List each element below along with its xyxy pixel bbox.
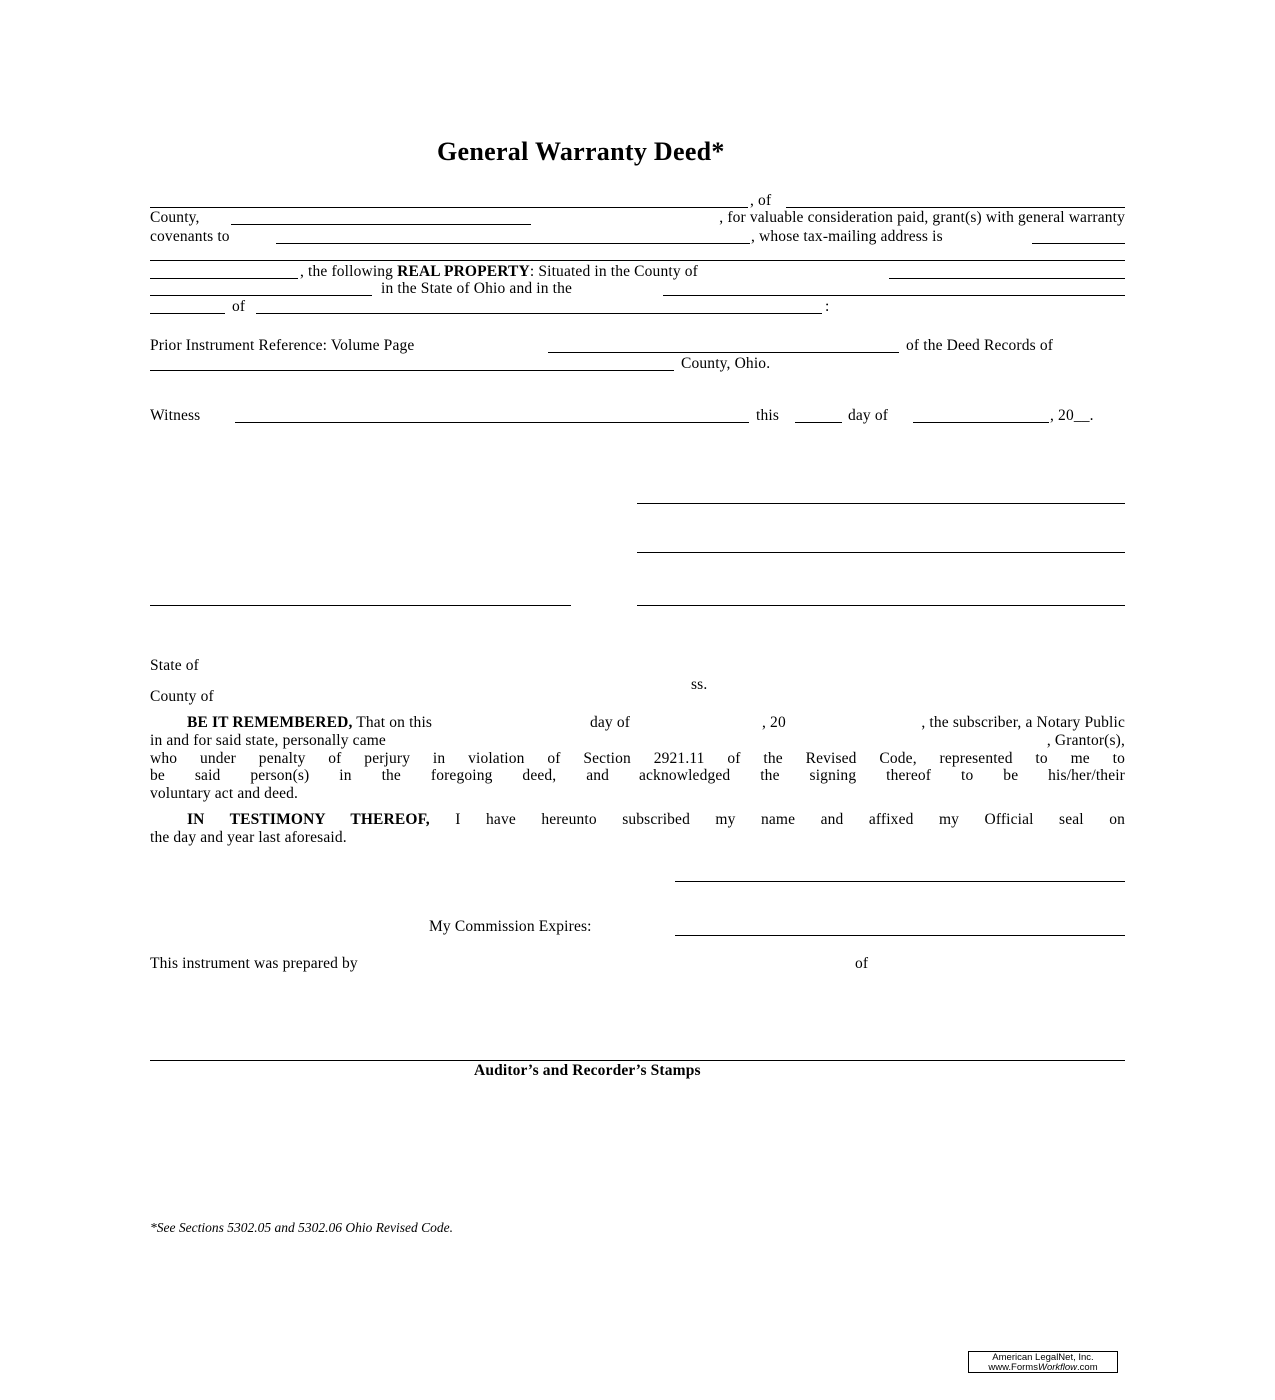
volume-page-line[interactable] bbox=[548, 352, 899, 353]
property-township-line[interactable] bbox=[663, 295, 1125, 296]
grantor-of-text: , of bbox=[750, 192, 772, 209]
grantee-line[interactable] bbox=[276, 243, 750, 244]
prepared-of-label: of bbox=[855, 955, 869, 972]
property-county-line-2[interactable] bbox=[150, 295, 372, 296]
testimony-bold: IN TESTIMONY THEREOF, bbox=[187, 811, 430, 828]
notary-signature-line[interactable] bbox=[675, 881, 1125, 882]
logo-line1: American LegalNet, Inc. bbox=[992, 1352, 1094, 1363]
witness-this-text: this bbox=[756, 407, 779, 424]
signature-line-2[interactable] bbox=[637, 552, 1125, 553]
prior-county-line[interactable] bbox=[150, 370, 674, 371]
footnote: *See Sections 5302.05 and 5302.06 Ohio Revised Code. bbox=[150, 1220, 453, 1235]
foregoing-deed-text: be said person(s) in the foregoing deed, and acknowledged the signing thereof to be his/her/their bbox=[150, 767, 1125, 784]
grantor-location-line[interactable] bbox=[786, 207, 1125, 208]
subscriber-text: , the subscriber, a Notary Public bbox=[921, 714, 1125, 731]
witness-day-of-text: day of bbox=[848, 407, 889, 424]
witness-day-line[interactable] bbox=[795, 422, 842, 423]
situated-text: : Situated in the County of bbox=[529, 263, 698, 280]
county-of-label: County of bbox=[150, 688, 214, 705]
grantors-text: , Grantor(s), bbox=[1046, 732, 1125, 749]
voluntary-act-text: voluntary act and deed. bbox=[150, 785, 299, 802]
testimony-body: I have hereunto subscribed my name and affixed my Official seal on bbox=[455, 811, 1125, 828]
property-county-line[interactable] bbox=[889, 278, 1125, 279]
be-it-remembered bbox=[187, 714, 432, 732]
stamps-divider bbox=[150, 1060, 1125, 1061]
witness-year-text: , 20__. bbox=[1050, 407, 1094, 424]
logo-line2 bbox=[969, 1363, 1117, 1373]
witness-month-line[interactable] bbox=[913, 422, 1049, 423]
state-of-label: State of bbox=[150, 657, 199, 674]
notary-day-of-text: day of bbox=[590, 714, 631, 731]
tax-address-line-3[interactable] bbox=[150, 278, 298, 279]
grantor-name-line[interactable] bbox=[150, 207, 748, 208]
page-title: General Warranty Deed* bbox=[437, 137, 725, 166]
property-township-line-2[interactable] bbox=[150, 313, 225, 314]
that-on-text: That on this bbox=[356, 714, 433, 731]
testimony-line2: the day and year last aforesaid. bbox=[150, 829, 347, 846]
be-it-remembered-bold: BE IT REMEMBERED, bbox=[187, 714, 353, 731]
prior-instrument-label: Prior Instrument Reference: Volume Page bbox=[150, 337, 415, 354]
logo-line2-suffix: .com bbox=[1077, 1362, 1098, 1373]
signature-line-3[interactable] bbox=[150, 605, 571, 606]
county-label: County, bbox=[150, 209, 200, 226]
real-property-text: REAL PROPERTY bbox=[397, 263, 530, 280]
signature-line-1[interactable] bbox=[637, 503, 1125, 504]
covenants-label: covenants to bbox=[150, 228, 230, 245]
state-ohio-text: in the State of Ohio and in the bbox=[381, 280, 573, 297]
prepared-by-label: This instrument was prepared by bbox=[150, 955, 358, 972]
logo-line2-italic: Workflow bbox=[1037, 1362, 1078, 1373]
following-text: , the following bbox=[300, 263, 394, 280]
county-line[interactable] bbox=[231, 224, 531, 225]
deed-records-text: of the Deed Records of bbox=[906, 337, 1054, 354]
property-description-line[interactable] bbox=[256, 313, 822, 314]
stamps-label: Auditor’s and Recorder’s Stamps bbox=[474, 1062, 701, 1079]
consideration-text: , for valuable consideration paid, grant(s) with general warranty bbox=[719, 209, 1125, 226]
logo-line2-prefix: www.Forms bbox=[988, 1362, 1038, 1373]
signature-line-4[interactable] bbox=[637, 605, 1125, 606]
property-of-text: of bbox=[232, 298, 246, 315]
tax-address-text: , whose tax-mailing address is bbox=[751, 228, 943, 245]
perjury-text: who under penalty of perjury in violation of Section 2921.11 of the Revised Code, represented to me to bbox=[150, 750, 1125, 767]
ss-label: ss. bbox=[691, 676, 708, 693]
county-ohio-text: County, Ohio. bbox=[681, 355, 771, 372]
tax-address-line-1[interactable] bbox=[1032, 243, 1125, 244]
property-text bbox=[300, 263, 698, 281]
personally-came-text: in and for said state, personally came bbox=[150, 732, 386, 749]
notary-year-text: , 20 bbox=[762, 714, 786, 731]
witness-label: Witness bbox=[150, 407, 201, 424]
witness-name-line[interactable] bbox=[235, 422, 749, 423]
commission-label: My Commission Expires: bbox=[429, 918, 592, 935]
commission-line[interactable] bbox=[675, 935, 1125, 936]
tax-address-line-2[interactable] bbox=[150, 260, 1125, 261]
property-colon: : bbox=[825, 298, 830, 315]
testimony-text bbox=[187, 811, 1125, 829]
american-legalnet-logo bbox=[968, 1351, 1118, 1373]
